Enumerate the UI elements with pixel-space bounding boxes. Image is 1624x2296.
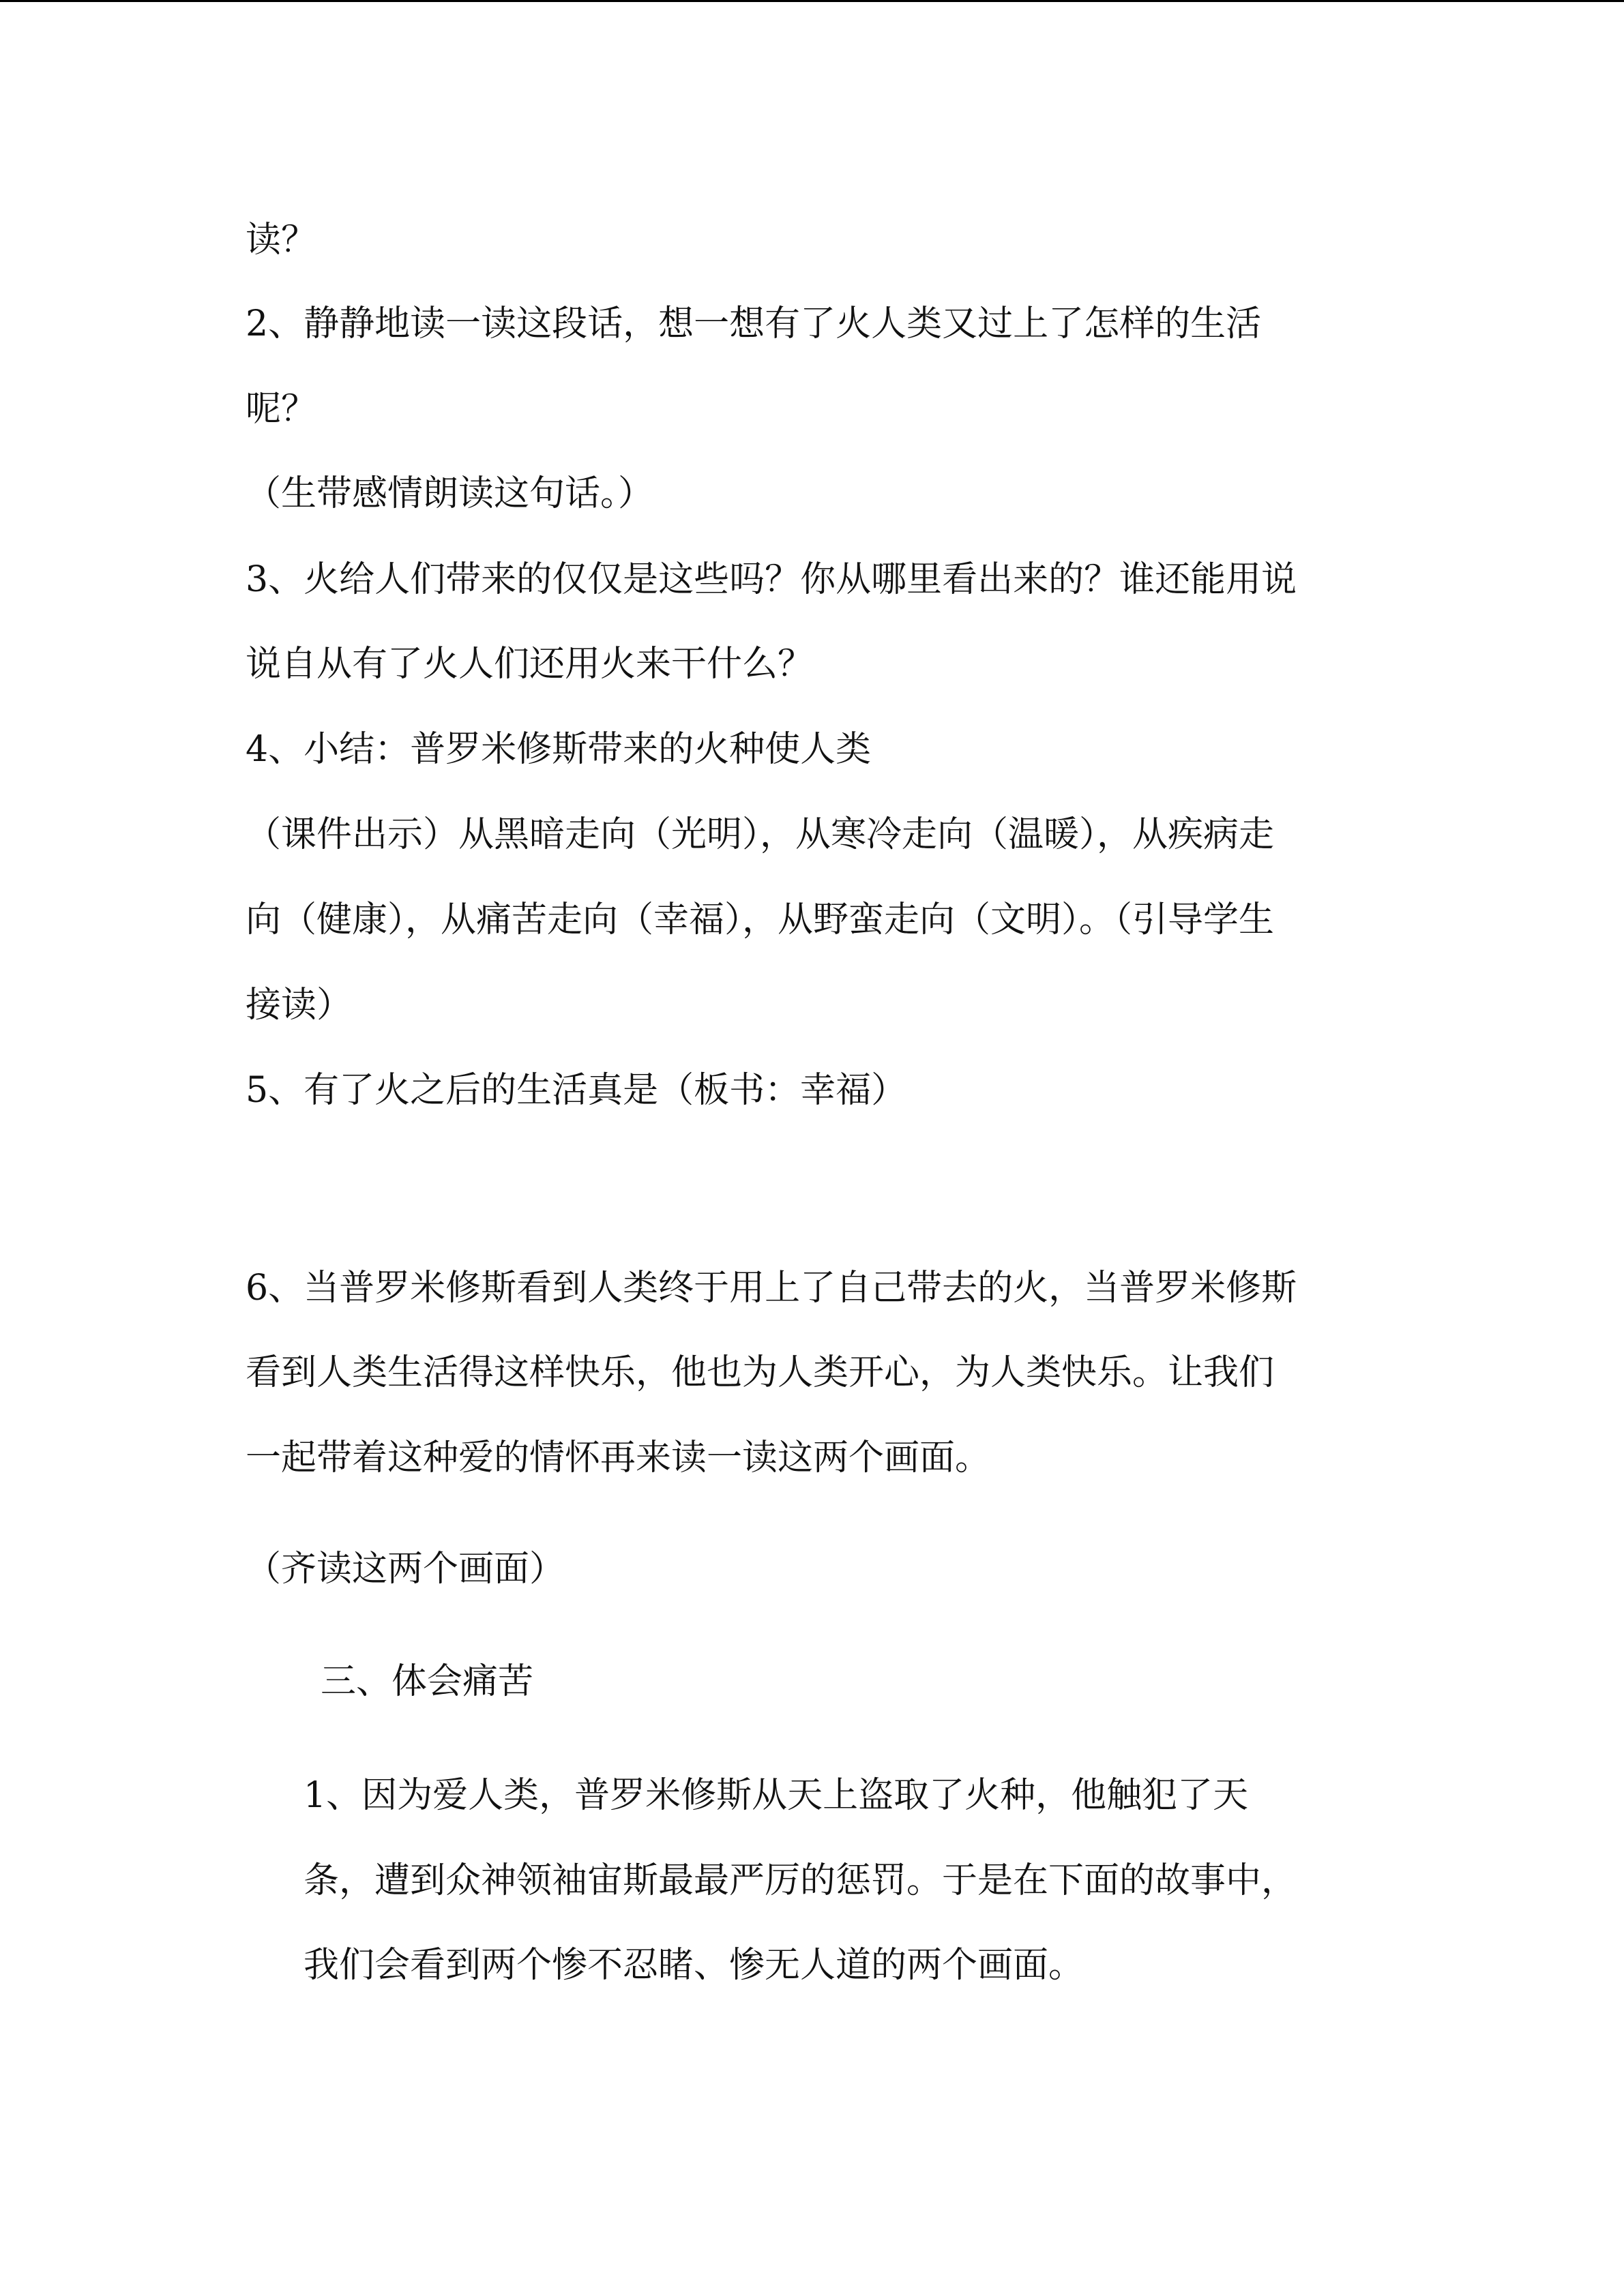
top-border [0, 0, 1624, 2]
paragraph-line: 接读） [246, 985, 353, 1026]
paragraph-line: 一起带着这种爱的情怀再来读一读这两个画面。 [246, 1437, 991, 1478]
paragraph-line: 6、当普罗米修斯看到人类终于用上了自己带去的火，当普罗米修斯 [246, 1268, 1297, 1309]
paragraph-line: 读？ [246, 220, 317, 260]
paragraph-line: 条，遭到众神领袖宙斯最最严厉的惩罚。于是在下面的故事中， [304, 1860, 1297, 1901]
paragraph-line: 1、因为爱人类，普罗米修斯从天上盗取了火种，他触犯了天 [304, 1775, 1249, 1816]
paragraph-line: 4、小结：普罗米修斯带来的火种使人类 [246, 729, 872, 770]
paragraph-line: 2、静静地读一读这段话，想一想有了火人类又过上了怎样的生活 [246, 303, 1262, 344]
paragraph-line: 5、有了火之后的生活真是（板书：幸福） [246, 1070, 907, 1111]
paragraph-line: 3、火给人们带来的仅仅是这些吗？你从哪里看出来的？谁还能用说 [246, 559, 1297, 600]
paragraph-line: 呢？ [246, 389, 317, 430]
paragraph-line: （齐读这两个画面） [246, 1549, 565, 1590]
section-heading: 三、体会痛苦 [321, 1661, 534, 1702]
paragraph-line: （课件出示）从黑暗走向（光明），从寒冷走向（温暖），从疾病走 [246, 814, 1275, 855]
paragraph-line: （生带感情朗读这句话。） [246, 473, 654, 514]
paragraph-line: 向（健康），从痛苦走向（幸福），从野蛮走向（文明）。（引导学生 [246, 899, 1275, 940]
paragraph-line: 我们会看到两个惨不忍睹、惨无人道的两个画面。 [304, 1945, 1084, 1986]
paragraph-line: 看到人类生活得这样快乐，他也为人类开心，为人类快乐。让我们 [246, 1352, 1275, 1393]
paragraph-line: 说自从有了火人们还用火来干什么？ [246, 644, 814, 685]
